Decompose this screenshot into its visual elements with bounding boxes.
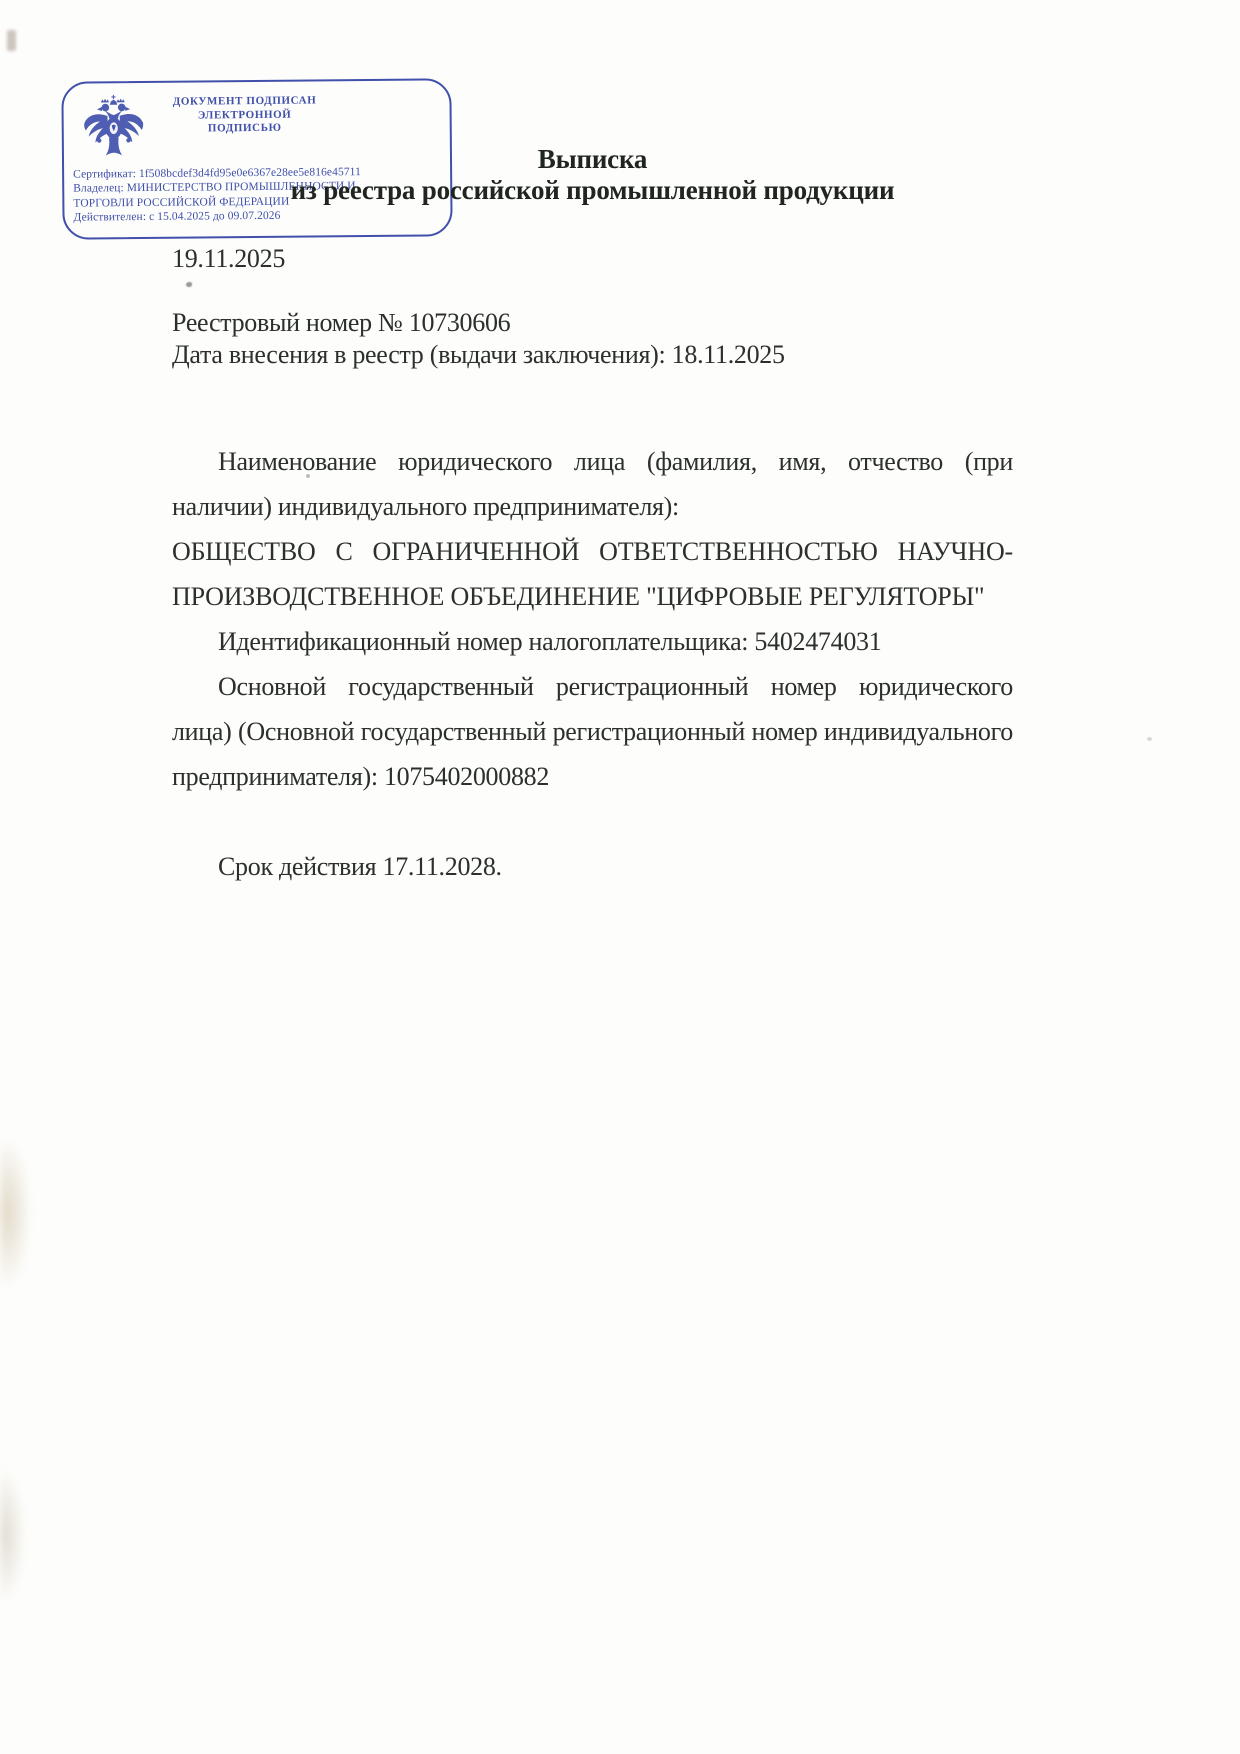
document-title [172,144,1013,206]
ogrn-line: лица) (Основной государственный регистрационный номер индивидуального [172,717,1013,746]
registry-number-line: Реестровый номер № 10730606 [172,308,511,337]
taxpayer-id-line: Идентификационный номер налогоплательщика: 5402474031 [218,627,882,656]
stamp-title-line1: ДОКУМЕНТ ПОДПИСАН [172,94,317,108]
validity-line: Срок действия 17.11.2028. [218,852,502,881]
scan-artifact [0,1470,24,1600]
russia-coat-of-arms-icon [79,92,148,169]
title-line1: Выписка [537,144,648,174]
stamp-owner-line1: Владелец: МИНИСТЕРСТВО ПРОМЫШЛЕННОСТИ И [73,180,356,196]
scan-artifact [1147,737,1152,741]
stamp-certificate: Сертификат: 1f508bcdef3d4fd95e0e6367e28ee5e816e45711 [73,166,361,181]
issue-date-line: 19.11.2025 [172,244,286,273]
entity-name-line: ОБЩЕСТВО С ОГРАНИЧЕННОЙ ОТВЕТСТВЕННОСТЬЮ НАУЧНО- [172,537,1013,566]
entity-label-line: Наименование юридического лица (фамилия, имя, отчество (при [218,447,1013,476]
entity-name-line: ПРОИЗВОДСТВЕННОЕ ОБЪЕДИНЕНИЕ "ЦИФРОВЫЕ РЕГУЛЯТОРЫ" [172,582,985,611]
blank-line [172,403,1013,435]
stamp-owner-line2: ТОРГОВЛИ РОССИЙСКОЙ ФЕДЕРАЦИИ [73,195,290,210]
blank-line [172,275,1013,307]
ogrn-line: предпринимателя): 1075402000882 [172,762,550,791]
stamp-title-line2: ЭЛЕКТРОННОЙ ПОДПИСЬЮ [197,108,292,135]
title-line2: из реестра российской промышленной продукции [290,175,895,205]
scan-artifact [0,1140,30,1285]
blank-line [172,371,1013,403]
blank-line [172,799,1013,844]
entity-label-line: наличии) индивидуального предпринимателя): [172,492,679,521]
entry-date-line: Дата внесения в реестр (выдачи заключения): 18.11.2025 [172,340,785,369]
ogrn-line: Основной государственный регистрационный номер юридического [218,672,1013,701]
stamp-validity: Действителен: с 15.04.2025 до 09.07.2026 [73,210,281,224]
scan-artifact [7,30,16,51]
document-body [172,243,1013,889]
